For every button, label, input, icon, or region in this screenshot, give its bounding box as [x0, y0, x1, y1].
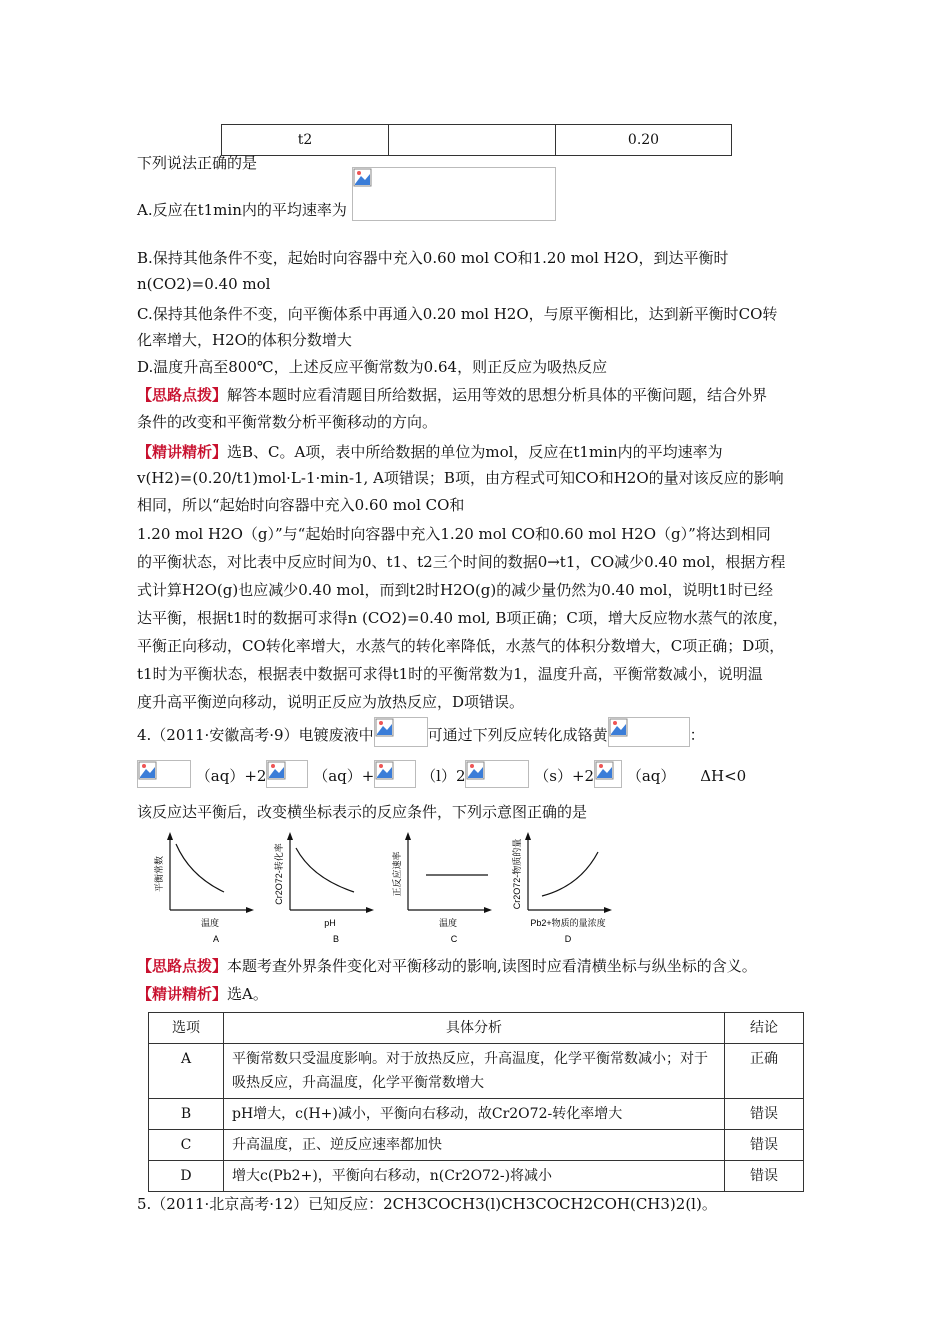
- formula-image-placeholder: [594, 760, 622, 788]
- analysis-1-line3: 相同，所以“起始时向容器中充入0.60 mol CO和: [137, 496, 465, 514]
- question-4-equation: [137, 766, 746, 788]
- table-cell: B: [149, 1099, 224, 1130]
- analysis-1-line6: 式计算H2O(g)也应减少0.40 mol，而到t2时H2O(g)的减少量仍然为0.40 mol，说明t1时已经: [137, 581, 774, 599]
- table-cell: 增大c(Pb2+)，平衡向右移动，n(Cr2O72-)将减小: [224, 1161, 725, 1192]
- formula-image-placeholder: [465, 760, 529, 788]
- question-4-line3: 该反应达平衡后，改变横坐标表示的反应条件，下列示意图正确的是: [137, 803, 588, 821]
- graph-a: [153, 832, 254, 944]
- table-cell: 正确: [725, 1044, 804, 1099]
- analysis-1-line9: t1时为平衡状态，根据表中数据可求得t1时的平衡常数为1，温度升高，平衡常数减小，说明温: [137, 665, 763, 683]
- analysis-table: [148, 1012, 804, 1192]
- x-label: 温度: [438, 918, 458, 928]
- formula-image-placeholder: [266, 760, 308, 788]
- table-cell: 错误: [725, 1161, 804, 1192]
- equation-text: （aq）+: [313, 767, 375, 785]
- analysis-1-line7: 达平衡，根据t1时的数据可求得n (CO2)=0.40 mol, B项正确；C项，增大反应物水蒸气的浓度，: [137, 609, 788, 627]
- table-cell: 升高温度，正、逆反应速率都加快: [224, 1130, 725, 1161]
- q4-text: 可通过下列反应转化成铬黄: [427, 726, 608, 744]
- formula-image-placeholder: [608, 717, 690, 747]
- option-b-line1: B.保持其他条件不变，起始时向容器中充入0.60 mol CO和1.20 mol H2O，到达平衡时: [137, 249, 729, 267]
- graph-d: [511, 832, 612, 944]
- option-a: [137, 200, 556, 221]
- broken-image-icon: [609, 718, 628, 737]
- graph-letter: D: [564, 934, 572, 944]
- analysis-text: 选A。: [227, 985, 268, 1003]
- table-cell: [389, 125, 556, 156]
- data-table: [221, 124, 732, 156]
- q4-text: ：: [689, 726, 705, 744]
- option-d: D.温度升高至800℃，上述反应平衡常数为0.64，则正反应为吸热反应: [137, 358, 608, 376]
- formula-image-placeholder: [352, 167, 556, 221]
- equation-text: （l）2: [421, 767, 466, 785]
- option-c-line2: 化率增大，H2O的体积分数增大: [137, 331, 352, 349]
- curve: [542, 852, 598, 896]
- hint-1-line2: 条件的改变和平衡常数分析平衡移动的方向。: [137, 413, 438, 431]
- formula-image-placeholder: [374, 760, 416, 788]
- table-row: [222, 125, 732, 156]
- table-header: 具体分析: [224, 1013, 725, 1044]
- hint-tag: 【思路点拨】: [137, 386, 228, 404]
- broken-image-icon: [353, 168, 372, 187]
- question-4-line1: [137, 725, 705, 747]
- graph-c: [391, 832, 492, 944]
- table-cell: t2: [222, 125, 389, 156]
- graph-b: [273, 832, 374, 944]
- analysis-tag: 【精讲精析】: [137, 985, 228, 1003]
- broken-image-icon: [466, 761, 485, 780]
- table-cell: A: [149, 1044, 224, 1099]
- graph-letter: A: [212, 934, 220, 944]
- option-a-text: A.反应在t1min内的平均速率为: [137, 201, 347, 219]
- table-row: [149, 1044, 804, 1099]
- graph-letter: C: [450, 934, 458, 944]
- equation-text: ΔH<0: [700, 767, 747, 785]
- table-row: [149, 1099, 804, 1130]
- analysis-1-line8: 平衡正向移动，CO转化率增大，水蒸气的转化率降低，水蒸气的体积分数增大，C项正确；D项，: [137, 637, 785, 655]
- analysis-1-line10: 度升高平衡逆向移动，说明正反应为放热反应，D项错误。: [137, 693, 525, 711]
- equation-text: （s）+2: [534, 767, 595, 785]
- analysis-1-line5: 的平衡状态，对比表中反应时间为0、t1、t2三个时间的数据0→t1，CO减少0.40 mol，根据方程: [137, 553, 786, 571]
- q4-text: 4.（2011·安徽高考·9）电镀废液中: [137, 726, 374, 744]
- option-b-line2: n(CO2)=0.40 mol: [137, 275, 271, 293]
- curve: [296, 848, 354, 892]
- table-cell: 错误: [725, 1099, 804, 1130]
- hint-text: 本题考查外界条件变化对平衡移动的影响,读图时应看清横坐标与纵坐标的含义。: [227, 957, 757, 975]
- formula-image-placeholder: [374, 717, 428, 747]
- y-label: Cr2O72-物质的量: [512, 838, 522, 910]
- hint-tag: 【思路点拨】: [137, 957, 228, 975]
- x-label: Pb2+物质的量浓度: [530, 918, 606, 928]
- x-label: pH: [324, 918, 336, 928]
- graph-letter: B: [332, 934, 340, 944]
- table-cell: pH增大，c(H+)减小，平衡向右移动，故Cr2O72-转化率增大: [224, 1099, 725, 1130]
- analysis-1-line1: [137, 442, 723, 462]
- option-c-line1: C.保持其他条件不变，向平衡体系中再通入0.20 mol H2O，与原平衡相比，达到新平衡时CO转: [137, 305, 778, 323]
- x-label: 温度: [200, 918, 220, 928]
- analysis-1-line4: 1.20 mol H2O（g）”与“起始时向容器中充入1.20 mol CO和0.60 mol H2O（g）”将达到相同: [137, 525, 771, 543]
- table-header: 选项: [149, 1013, 224, 1044]
- table-cell: 0.20: [556, 125, 732, 156]
- hint-text: 解答本题时应看清题目所给数据，运用等效的思想分析具体的平衡问题，结合外界: [227, 386, 768, 404]
- y-label: 正反应速率: [392, 851, 402, 897]
- hint-2: [137, 956, 757, 976]
- broken-image-icon: [375, 718, 394, 737]
- broken-image-icon: [267, 761, 286, 780]
- curve: [176, 844, 224, 892]
- equation-text: （aq）+2: [195, 767, 267, 785]
- broken-image-icon: [375, 761, 394, 780]
- analysis-text: 选B、C。A项，表中所给数据的单位为mol，反应在t1min内的平均速率为: [227, 443, 723, 461]
- broken-image-icon: [595, 761, 614, 780]
- table-cell: D: [149, 1161, 224, 1192]
- table-cell: 平衡常数只受温度影响。对于放热反应，升高温度，化学平衡常数减小；对于吸热反应，升高温度，化学平衡常数增大: [224, 1044, 725, 1099]
- broken-image-icon: [138, 761, 157, 780]
- table-header: 结论: [725, 1013, 804, 1044]
- question-stem: 下列说法正确的是: [137, 154, 258, 172]
- hint-1-line1: [137, 385, 767, 405]
- analysis-2: [137, 984, 268, 1004]
- analysis-tag: 【精讲精析】: [137, 443, 228, 461]
- formula-image-placeholder: [137, 760, 191, 788]
- analysis-1-line2: v(H2)=(0.20/t1)mol·L-1·min-1, A项错误；B项，由方程式可知CO和H2O的量对该反应的影响: [137, 469, 784, 487]
- equation-text: （aq）: [626, 767, 676, 785]
- question-5: 5.（2011·北京高考·12）已知反应：2CH3COCH3(l)CH3COCH2COH(CH3)2(l)。: [137, 1195, 717, 1213]
- table-cell: 错误: [725, 1130, 804, 1161]
- table-row: [149, 1161, 804, 1192]
- table-header-row: [149, 1013, 804, 1044]
- option-graphs: [150, 830, 630, 950]
- table-cell: C: [149, 1130, 224, 1161]
- y-label: Cr2O72-转化率: [274, 843, 284, 905]
- table-row: [149, 1130, 804, 1161]
- y-label: 平衡常数: [154, 855, 164, 893]
